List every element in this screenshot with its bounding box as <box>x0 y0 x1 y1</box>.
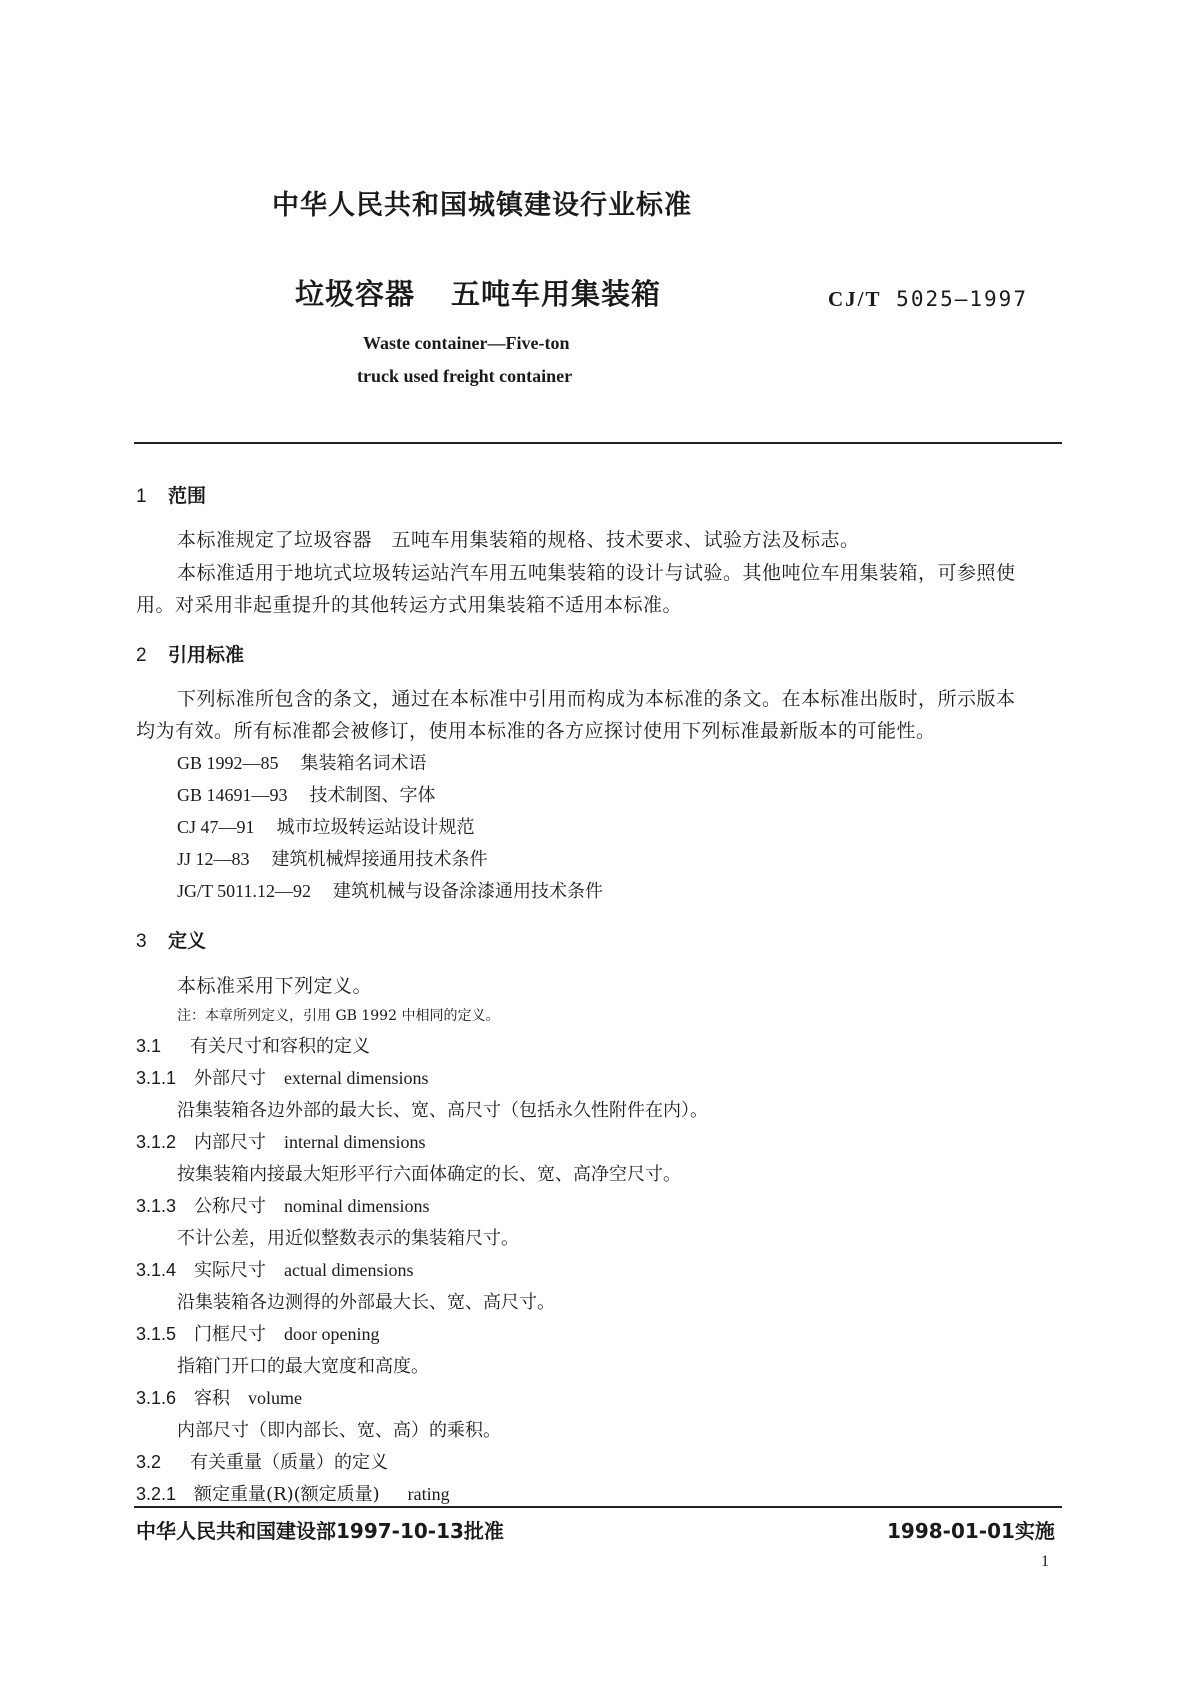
definition-term-en: actual dimensions <box>284 1260 414 1280</box>
reference-item <box>177 749 427 775</box>
definition-term-en: nominal dimensions <box>284 1196 430 1216</box>
reference-name: 城市垃圾转运站设计规范 <box>276 817 475 838</box>
definition-description: 沿集装箱各边测得的外部最大长、宽、高尺寸。 <box>177 1292 555 1313</box>
reference-item <box>177 877 603 903</box>
definition-description: 指箱门开口的最大宽度和高度。 <box>177 1356 429 1377</box>
definition-description: 不计公差，用近似整数表示的集装箱尺寸。 <box>177 1228 519 1249</box>
effective-date: 1998-01-01实施 <box>887 1519 1055 1543</box>
definition-term: 外部尺寸 <box>194 1068 266 1089</box>
approval-line: 中华人民共和国建设部1997-10-13批准 <box>136 1519 504 1543</box>
reference-name: 技术制图、字体 <box>309 785 436 806</box>
page-number: 1 <box>1041 1553 1049 1570</box>
reference-name: 建筑机械与设备涂漆通用技术条件 <box>333 881 604 902</box>
definition-description: 内部尺寸（即内部长、宽、高）的乘积。 <box>177 1420 501 1441</box>
definition-number: 3.1.1 <box>136 1068 177 1088</box>
definition-number: 3.1.2 <box>136 1132 177 1152</box>
title-cn-part2: 五吨车用集装箱 <box>451 277 662 311</box>
reference-item <box>177 781 436 807</box>
definition-3-2-1 <box>136 1480 450 1506</box>
s1-paragraph-1: 本标准规定了垃圾容器 五吨车用集装箱的规格、技术要求、试验方法及标志。 <box>177 529 860 551</box>
s1-paragraph-2a: 本标准适用于地坑式垃圾转运站汽车用五吨集装箱的设计与试验。其他吨位车用集装箱，可参照使 <box>177 562 1016 584</box>
definition-term-en: rating <box>407 1484 450 1504</box>
reference-code: JG/T 5011.12—92 <box>177 881 312 901</box>
definition-number: 3.1.5 <box>136 1324 177 1344</box>
code-number: 5025—1997 <box>896 287 1028 311</box>
definition-term: 额定重量(R)(额定质量) <box>194 1484 380 1505</box>
definition-term: 有关尺寸和容积的定义 <box>190 1036 370 1057</box>
definition-3-1-1 <box>136 1064 428 1090</box>
definition-term: 内部尺寸 <box>194 1132 266 1153</box>
definition-term-en: internal dimensions <box>284 1132 426 1152</box>
definition-term-en: door opening <box>284 1324 380 1344</box>
reference-code: GB 1992—85 <box>177 753 279 773</box>
definition-number: 3.2 <box>136 1452 162 1472</box>
definition-term: 实际尺寸 <box>194 1260 266 1281</box>
reference-code: CJ 47—91 <box>177 817 255 837</box>
definition-3-1-3 <box>136 1192 430 1218</box>
section-title: 引用标准 <box>168 644 245 666</box>
reference-name: 建筑机械焊接通用技术条件 <box>271 849 488 870</box>
s1-paragraph-2b: 用。对采用非起重提升的其他转运方式用集装箱不适用本标准。 <box>136 594 683 616</box>
title-en-line2: truck used freight container <box>357 366 573 386</box>
code-prefix: CJ/T <box>828 287 882 311</box>
definition-term: 门框尺寸 <box>194 1324 266 1345</box>
section-number: 2 <box>136 645 147 666</box>
definition-term: 公称尺寸 <box>194 1196 266 1217</box>
standard-category: 中华人民共和国城镇建设行业标准 <box>272 190 692 221</box>
s3-note: 注：本章所列定义，引用 GB 1992 中相同的定义。 <box>177 1008 500 1024</box>
section-1-heading <box>136 481 206 508</box>
section-title: 定义 <box>168 930 207 952</box>
header-divider <box>134 442 1062 444</box>
definition-3-2 <box>136 1448 388 1474</box>
reference-name: 集装箱名词术语 <box>300 753 427 774</box>
reference-item <box>177 845 488 871</box>
title-cn-part1: 垃圾容器 <box>295 277 416 311</box>
definition-3-1-5 <box>136 1320 379 1346</box>
title-en-line1: Waste container—Five-ton <box>363 333 570 353</box>
s2-paragraph-1b: 均为有效。所有标准都会被修订，使用本标准的各方应探讨使用下列标准最新版本的可能性。 <box>136 720 936 742</box>
definition-3-1-2 <box>136 1128 425 1154</box>
definition-3-1-4 <box>136 1256 413 1282</box>
reference-code: JJ 12—83 <box>177 849 250 869</box>
footer-divider <box>134 1506 1062 1508</box>
definition-term: 容积 <box>194 1388 230 1409</box>
section-2-heading <box>136 640 244 667</box>
definition-number: 3.1.3 <box>136 1196 177 1216</box>
definition-number: 3.1.6 <box>136 1388 177 1408</box>
section-title: 范围 <box>168 485 207 507</box>
definition-description: 按集装箱内接最大矩形平行六面体确定的长、宽、高净空尺寸。 <box>177 1164 681 1185</box>
s3-paragraph-1: 本标准采用下列定义。 <box>177 975 373 997</box>
definition-term-en: external dimensions <box>284 1068 429 1088</box>
section-number: 1 <box>136 486 147 507</box>
definition-number: 3.1.4 <box>136 1260 177 1280</box>
reference-item <box>177 813 475 839</box>
section-3-heading <box>136 926 206 953</box>
document-title-cn <box>295 272 661 313</box>
definition-number: 3.2.1 <box>136 1484 177 1504</box>
section-number: 3 <box>136 931 147 952</box>
definition-term: 有关重量（质量）的定义 <box>190 1452 388 1473</box>
definition-3-1 <box>136 1032 370 1058</box>
definition-description: 沿集装箱各边外部的最大长、宽、高尺寸（包括永久性附件在内）。 <box>177 1100 708 1121</box>
definition-3-1-6 <box>136 1384 302 1410</box>
definition-term-en: volume <box>248 1388 302 1408</box>
standard-code <box>828 287 1028 312</box>
definition-number: 3.1 <box>136 1036 162 1056</box>
s2-paragraph-1a: 下列标准所包含的条文，通过在本标准中引用而构成为本标准的条文。在本标准出版时，所示版本 <box>177 688 1016 710</box>
reference-code: GB 14691—93 <box>177 785 288 805</box>
